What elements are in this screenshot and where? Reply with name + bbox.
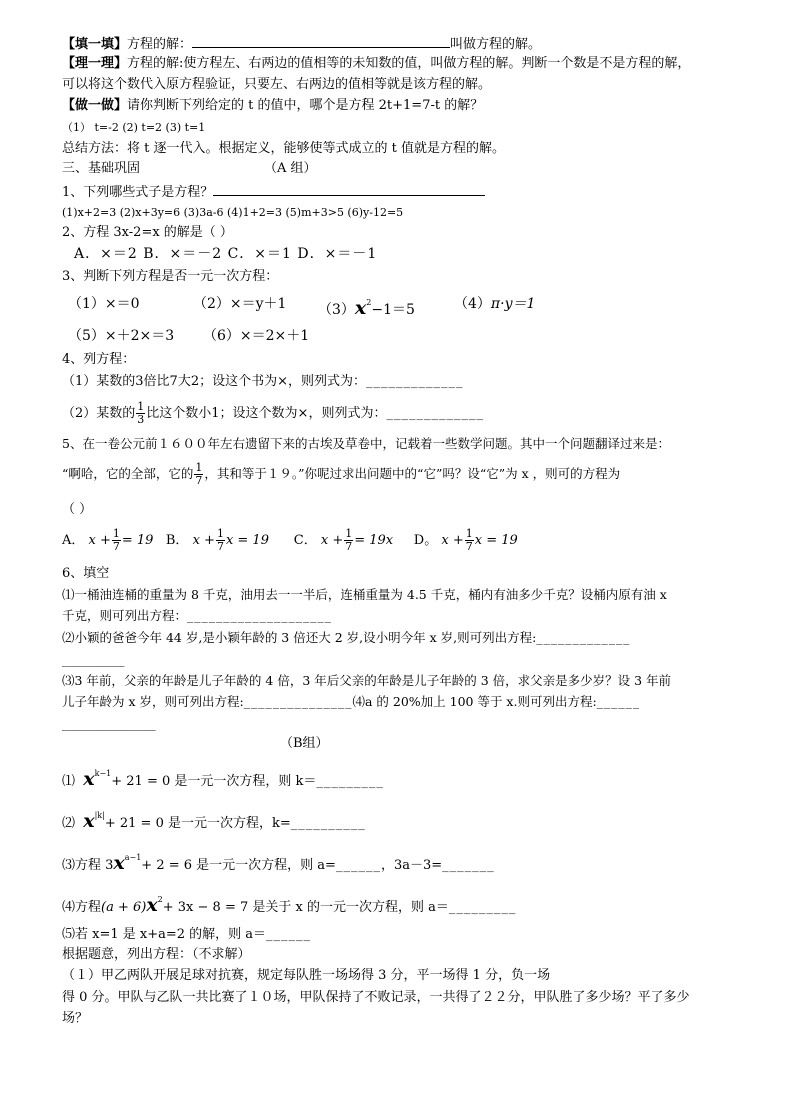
option-a-eq: x + $\frac{1}{7}$ = 19 (88, 527, 154, 553)
group-b-item-5-text: ⑸若 x=1 是 x+a=2 的解，则 a＝ (62, 927, 267, 942)
final-line-2: 得 0 分。甲队与乙队一共比赛了１０场，甲队保持了不败记录，一共得了２２分，甲队胜了多少场？平了多少 (62, 990, 690, 1005)
exponent: k−1 (94, 769, 112, 778)
question-6-p2-blank-1[interactable]: _____________ (536, 630, 631, 645)
question-6-p1-text: 千克，则可列出方程： (62, 608, 188, 623)
final-title: 根据题意，列出方程：（不求解） (62, 947, 251, 962)
group-b-heading: （B组） (280, 736, 329, 751)
fraction-one-seventh: $\frac{1}{7}$ (195, 461, 203, 487)
question-5-options (62, 528, 518, 553)
question-3-case-3-label: （3） (318, 302, 355, 318)
question-6-p4-blank-1[interactable]: ______ (596, 694, 641, 709)
question-6-p1-blank[interactable]: ____________________ (187, 608, 333, 623)
question-3-case-6: （6）×＝2×＋1 (203, 328, 310, 344)
group-b-item-5-blank[interactable]: ______ (266, 927, 312, 942)
question-6-p3-line-1: ⑶3 年前，父亲的年龄是儿子年龄的 4 倍，3 年后父亲的年龄是儿子年龄的 3 倍，求父亲是多少岁？设 3 年前 (62, 673, 672, 688)
fraction-one-third: $\frac{1}{3}$ (137, 400, 145, 426)
final-line-3: 场？ (62, 1011, 89, 1026)
understand-line-2: 可以将这个数代入原方程验证，只要左、右两边的值相等就是该方程的解。 (62, 77, 492, 92)
question-3-case-5: （5）×＋2×＝3 (68, 328, 175, 344)
x-var: x (113, 852, 125, 874)
question-4-sub-1-text: （1）某数的3倍比7大2；设这个书为×，则列式为： (62, 374, 366, 389)
question-5-line-2-pre: “啊哈，它的全部，它的 (62, 466, 194, 481)
understand-line-1 (62, 56, 690, 72)
group-b-item-4-text: + 3x − 8 = 7 是关于 x 的一元一次方程，则 a＝ (162, 900, 449, 915)
question-5-paren: （ ） (62, 502, 93, 517)
question-6-p3-blank[interactable]: _______________ (243, 694, 353, 709)
final-line-1: （１）甲乙两队开展足球对抗赛，规定每队胜一场场得 3 分，平一场得 1 分，负一场 (62, 968, 551, 983)
option-d-label: D。 (413, 533, 438, 548)
exponent: |k| (94, 811, 105, 820)
fill-in-text: 方程的解： (127, 37, 193, 52)
try-it-text: 请你判断下列给定的 t 的值中，哪个是方程 2t+1=7-t 的解？ (127, 98, 484, 113)
option-c-eq: x + $\frac{1}{7}$ = 19x (320, 527, 394, 553)
question-4: 4、列方程： (62, 352, 136, 367)
question-6-p2-text: ⑵小颖的爸爸今年 44 岁,是小颖年龄的 3 倍还大 2 岁,设小明今年 x 岁,则可列出方程: (62, 630, 537, 645)
question-2: 2、方程 3x-2=x 的解是（ ） (62, 225, 233, 240)
group-b-item-4-blank[interactable]: _________ (448, 900, 517, 915)
option-d-eq: x + $\frac{1}{7}$ x = 19 (441, 527, 518, 553)
question-3-case-3-rest: −1＝5 (371, 302, 415, 318)
question-3-case-1: （1）×＝0 (68, 296, 140, 312)
group-b-item-3-text: + 2 = 6 是一元一次方程，则 a= (141, 858, 336, 873)
group-b-item-1-label: ⑴ (62, 774, 76, 789)
question-4-sub-2-post: 比这个数小1；设这个数为×，则列式为： (146, 406, 387, 421)
option-c-label: C． (293, 533, 317, 548)
understand-label: 【理一理】 (62, 56, 128, 71)
question-1-blank[interactable] (213, 183, 485, 196)
question-4-sub-2 (62, 401, 484, 426)
question-3-case-2: （2）×＝y＋1 (193, 296, 287, 312)
question-3-case-3: $(3)x^2-1=5$ (318, 297, 415, 319)
fill-in-tail: 叫做方程的解。 (450, 37, 542, 52)
group-b-item-2-label: ⑵ (62, 816, 76, 831)
group-b-item-1 (62, 762, 384, 794)
try-it-label: 【做一做】 (62, 98, 128, 113)
group-b-item-3-pre: ⑶方程 3 (62, 858, 114, 873)
option-b-label: B． (165, 533, 189, 548)
exponent: 2 (157, 895, 163, 904)
question-6-p1-line-2 (62, 608, 332, 624)
question-6-p2-blank-2[interactable]: __________ (62, 652, 125, 667)
question-4-sub-2-blank[interactable]: _____________ (386, 406, 484, 421)
fill-in-label: 【填一填】 (62, 37, 128, 52)
question-5-line-1: 5、在一卷公元前１６００年左右遗留下来的古埃及草卷中，记载着一些数学问题。其中一个问题翻译过来是： (62, 436, 670, 451)
group-b-item-1-text: + 21 = 0 是一元一次方程，则 k＝ (111, 774, 317, 789)
understand-text: 方程的解:使方程左、右两边的值相等的未知数的值，叫做方程的解。判断一个数是不是方程的解， (127, 56, 691, 71)
group-b-item-4 (62, 888, 516, 920)
try-it-summary: 总结方法：将 t 逐一代入。根据定义，能够使等式成立的 t 值就是方程的解。 (62, 141, 505, 156)
question-5-line-2-post: ，其和等于１９。”你呢过求出问题中的“它”吗？设“它”为 x ，则可的方程为 (204, 466, 621, 481)
option-a-label: A． (62, 533, 85, 548)
group-b-item-3-blank-2[interactable]: _______ (442, 858, 495, 873)
group-b-item-4-pre: ⑷方程 (62, 900, 102, 915)
question-4-sub-1 (62, 374, 463, 390)
x-var: x (146, 894, 158, 916)
exponent: a−1 (124, 853, 142, 862)
group-b-item-3-mid: ，3a－3= (380, 858, 443, 873)
group-b-item-2 (62, 804, 366, 836)
fill-in-line (62, 35, 541, 53)
group-a-heading: （A 组） (264, 161, 317, 176)
question-4-sub-1-blank[interactable]: _____________ (365, 374, 464, 389)
question-6-p4-blank-2[interactable]: _______________ (62, 716, 156, 731)
question-6-p3-text: 儿子年龄为 x 岁，则可列出方程: (62, 694, 244, 709)
group-b-item-3-blank-1[interactable]: ______ (335, 858, 381, 873)
group-b-item-4-paren: (a + 6) (101, 900, 147, 915)
question-6-p1-line-1: ⑴一桶油连桶的重量为 8 千克，油用去一一半后，连桶重量为 4.5 千克，桶内有油多少千克？设桶内原有油 x (62, 587, 667, 602)
question-2-choices: A．×＝2 B．×＝－2 C．×＝1 D．×＝－1 (74, 246, 378, 262)
question-4-sub-2-pre: （2）某数的 (62, 406, 136, 421)
group-b-item-3 (62, 846, 495, 878)
x-var: x (83, 810, 95, 832)
question-3-case-4-math: π·y＝1 (490, 296, 536, 312)
question-3: 3、判断下列方程是否一元一次方程： (62, 269, 279, 284)
question-6-p3-line-2 (62, 694, 640, 710)
question-3-case-4 (454, 296, 535, 312)
option-b-eq: x + $\frac{1}{7}$ x = 19 (192, 527, 269, 553)
group-b-item-2-text: + 21 = 0 是一元一次方程，k= (104, 816, 291, 831)
group-b-item-2-blank[interactable]: __________ (290, 816, 366, 831)
group-b-item-5 (62, 927, 311, 943)
question-3-case-4-label: （4） (454, 296, 491, 312)
question-1-items: (1)x+2=3 (2)x+3y=6 (3)3a-6 (4)1+2=3 (5)m+3>5 (6)y-12=5 (62, 206, 404, 219)
question-6-p2-line-1 (62, 630, 631, 646)
section-3-title: 三、基础巩固 (62, 161, 141, 176)
question-1-text: 1、下列哪些式子是方程？ (62, 185, 214, 200)
x-var: x (354, 297, 367, 319)
group-b-item-1-blank[interactable]: _________ (316, 774, 384, 789)
fill-in-blank[interactable] (192, 35, 450, 48)
question-6: 6、填空 (62, 566, 110, 581)
try-it-line (62, 98, 483, 114)
x-var: x (83, 768, 95, 790)
question-5-line-2 (62, 462, 620, 487)
question-6-p4-text: ⑷a 的 20%加上 100 等于 x.则可列出方程: (352, 694, 597, 709)
question-1 (62, 183, 485, 201)
try-it-options: （1） t=-2 (2) t=2 (3) t=1 (62, 121, 206, 134)
